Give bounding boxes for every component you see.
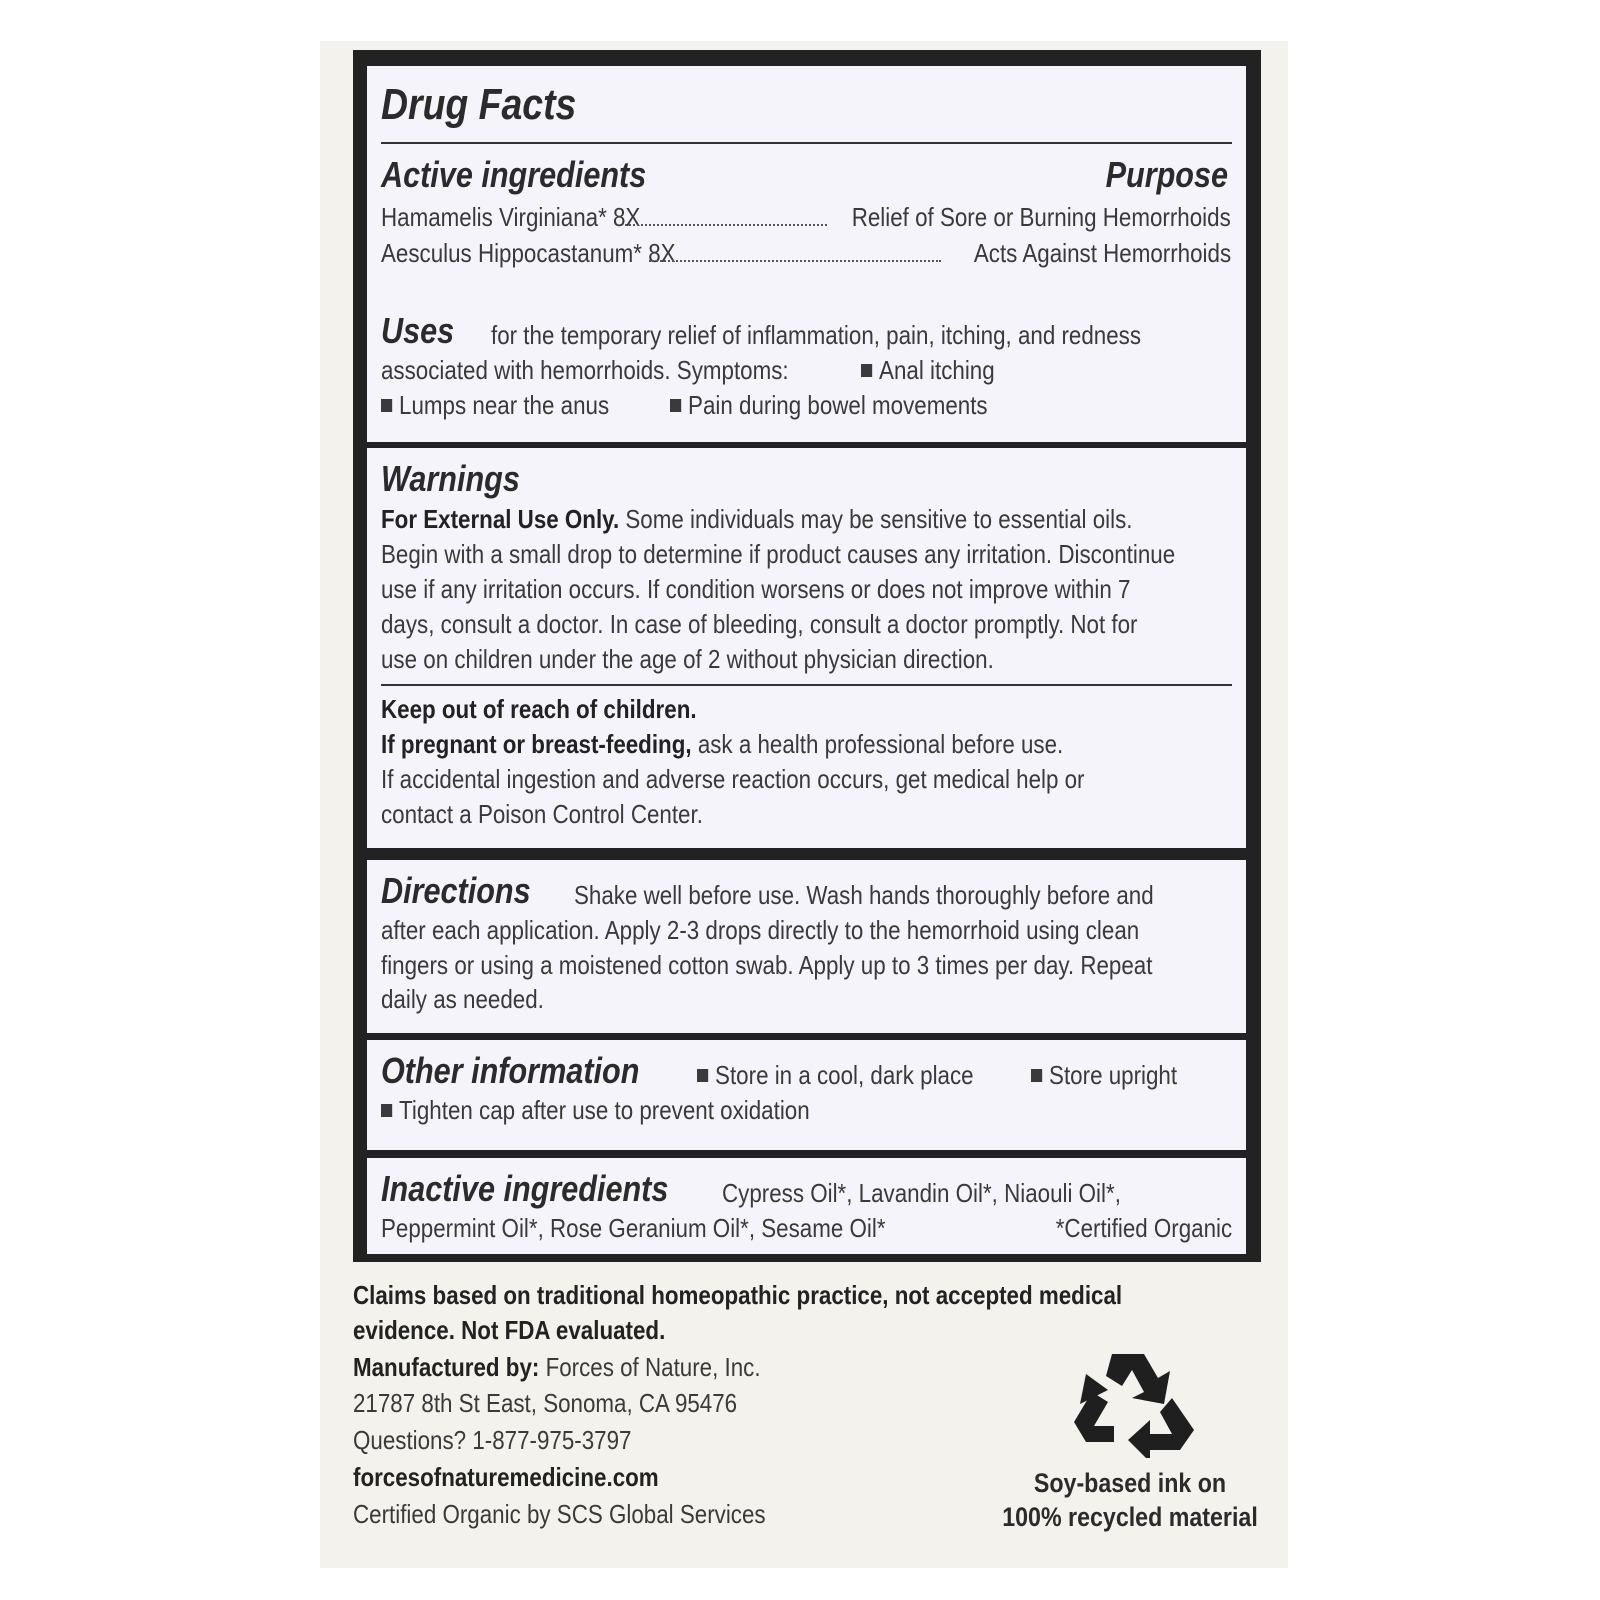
directions-text: daily as needed. [381,984,544,1014]
pregnant-text: If pregnant or breast-feeding, ask a health professional before use. [381,729,1064,759]
drug-facts-box [353,50,1261,1262]
claims-text: Claims based on traditional homeopathic practice, not accepted medical [353,1280,1123,1310]
bullet-icon [697,1069,708,1082]
symptom-item: Pain during bowel movements [670,390,988,421]
questions-text: Questions? 1-877-975-3797 [353,1425,632,1455]
ingestion-text: contact a Poison Control Center. [381,799,703,829]
drug-facts-title: Drug Facts [381,80,577,129]
uses-heading: Uses [381,310,455,351]
bullet-icon [670,399,681,412]
warning-text: For External Use Only. Some individuals may be sensitive to essential oils. [381,504,1133,534]
other-item: Tighten cap after use to prevent oxidation [381,1095,810,1126]
other-item: Store in a cool, dark place [697,1060,974,1091]
directions-text: after each application. Apply 2-3 drops directly to the hemorrhoid using clean [381,915,1140,945]
ingestion-text: If accidental ingestion and adverse reaction occurs, get medical help or [381,764,1085,794]
certified-text: Certified Organic by SCS Global Services [353,1499,766,1529]
bullet-icon [1031,1069,1042,1082]
inactive-text: Cypress Oil*, Lavandin Oil*, Niaouli Oil*, [722,1178,1121,1208]
warnings-section [367,448,1246,848]
other-information-section [367,1040,1246,1150]
inactive-heading: Inactive ingredients [381,1168,669,1209]
active-row [381,238,1231,270]
ingredient-name: Hamamelis Virginiana* 8X [381,202,641,232]
bullet-icon [381,399,392,412]
active-row [381,202,1231,234]
title-rule [381,142,1232,144]
ingredient-purpose: Relief of Sore or Burning Hemorrhoids [851,202,1231,232]
inactive-text: Peppermint Oil*, Rose Geranium Oil*, Sesame Oil* [381,1213,886,1243]
leader-dots [649,260,941,262]
warning-text: use if any irritation occurs. If condition worsens or does not improve within 7 [381,574,1131,604]
warning-text: days, consult a doctor. In case of bleeding, consult a doctor promptly. Not for [381,609,1138,639]
directions-heading: Directions [381,870,531,911]
recycle-icon [1072,1346,1196,1458]
leader-dots [625,224,827,226]
website-link[interactable]: forcesofnaturemedicine.com [353,1462,659,1492]
manufacturer-text: Manufactured by: Forces of Nature, Inc. [353,1352,761,1382]
purpose-heading: Purpose [1105,154,1228,195]
ingredient-purpose: Acts Against Hemorrhoids [973,238,1231,268]
directions-text: Shake well before use. Wash hands thoroughly before and [574,880,1154,910]
symptom-item: Anal itching [861,355,995,386]
other-item: Store upright [1031,1060,1177,1091]
ingredient-name: Aesculus Hippocastanum* 8X [381,238,676,268]
address-text: 21787 8th St East, Sonoma, CA 95476 [353,1388,738,1418]
keep-out-text: Keep out of reach of children. [381,694,697,724]
warning-text: use on children under the age of 2 without physician direction. [381,644,994,674]
uses-text: associated with hemorrhoids. Symptoms: [381,355,789,385]
recycle-caption: Soy-based ink on [1033,1468,1227,1498]
active-ingredients-section [367,66,1246,332]
directions-text: fingers or using a moistened cotton swab. Apply up to 3 times per day. Repeat [381,950,1153,980]
certified-organic-note: *Certified Organic [1055,1213,1232,1243]
uses-text: for the temporary relief of inflammation, pain, itching, and redness [491,320,1142,350]
inactive-ingredients-section [367,1158,1246,1254]
directions-section [367,860,1246,1033]
bullet-icon [861,364,872,377]
claims-text: evidence. Not FDA evaluated. [353,1315,666,1345]
other-heading: Other information [381,1050,640,1091]
warnings-heading: Warnings [381,458,520,499]
symptom-item: Lumps near the anus [381,390,609,421]
uses-section [367,300,1246,442]
warnings-rule [381,684,1232,686]
recycle-caption: 100% recycled material [1002,1502,1258,1532]
warning-text: Begin with a small drop to determine if product causes any irritation. Discontinue [381,539,1176,569]
active-heading: Active ingredients [381,154,647,195]
bullet-icon [381,1104,392,1117]
